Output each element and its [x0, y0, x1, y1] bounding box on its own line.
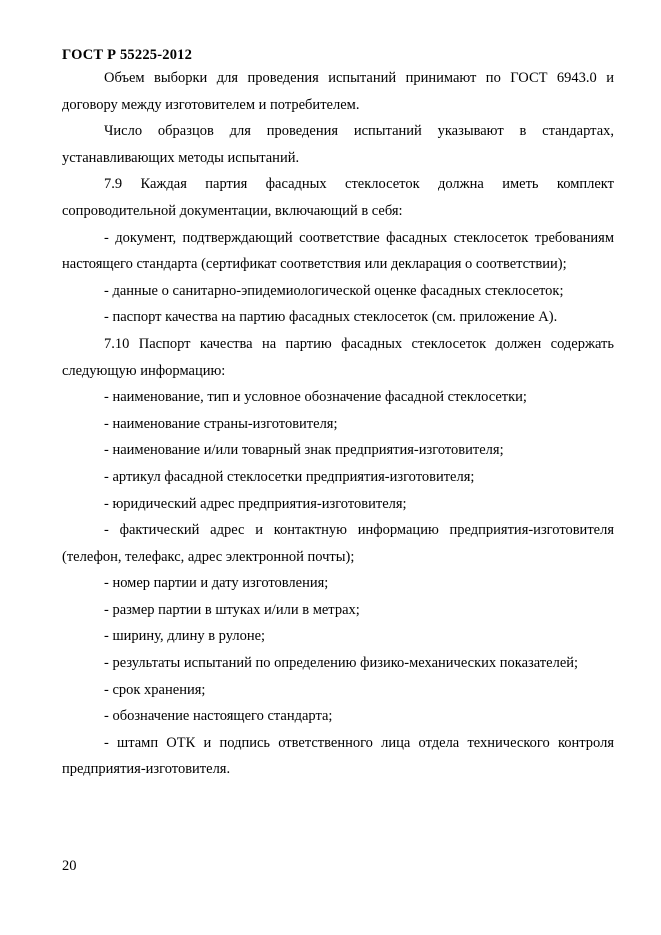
document-body	[62, 65, 614, 783]
list-item-quality-passport: - паспорт качества на партию фасадных стеклосеток (см. приложение А).	[104, 309, 558, 326]
list-item-batch-number: - номер партии и дату изготовления;	[104, 575, 329, 592]
paragraph-sample-count: Число образцов для проведения испытаний указывают в стандартах, устанавливающих методы испытаний.	[62, 123, 614, 166]
list-item-actual-address: - фактический адрес и контактную информацию предприятия-изготовителя (телефон, телефакс, адрес электронной почты);	[62, 522, 614, 565]
list-item-conformity-document: - документ, подтверждающий соответствие фасадных стеклосеток требованиям настоящего стандарта (сертификат соответствия или декларация о соответствии);	[62, 229, 614, 273]
list-item-standard-designation: - обозначение настоящего стандарта;	[104, 708, 333, 725]
paragraph-sample-size: Объем выборки для проведения испытаний принимают по ГОСТ 6943.0 и договору между изготовителем и потребителем.	[62, 70, 614, 113]
page-number: 20	[62, 858, 77, 874]
document-header: ГОСТ Р 55225-2012	[62, 47, 193, 63]
list-item-stamp-signature: - штамп ОТК и подпись ответственного лица отдела технического контроля предприятия-изготовителя.	[62, 734, 614, 778]
list-item-trademark: - наименование и/или товарный знак предприятия-изготовителя;	[104, 442, 504, 459]
list-item-roll-dimensions: - ширину, длину в рулоне;	[104, 628, 266, 645]
list-item-batch-size: - размер партии в штуках и/или в метрах;	[104, 601, 360, 618]
paragraph-clause-7-10: 7.10 Паспорт качества на партию фасадных стеклосеток должен содержать следующую информацию:	[62, 335, 614, 379]
list-item-article: - артикул фасадной стеклосетки предприятия-изготовителя;	[104, 468, 475, 485]
list-item-name-type: - наименование, тип и условное обозначение фасадной стеклосетки;	[104, 389, 527, 406]
list-item-test-results: - результаты испытаний по определению физико-механических показателей;	[104, 655, 579, 672]
list-item-country: - наименование страны-изготовителя;	[104, 415, 338, 432]
paragraph-clause-7-9: 7.9 Каждая партия фасадных стеклосеток должна иметь комплект сопроводительной документации, включающий в себя:	[62, 176, 614, 219]
list-item-sanitary-data: - данные о санитарно-эпидемиологической оценке фасадных стеклосеток;	[104, 282, 564, 299]
list-item-shelf-life: - срок хранения;	[104, 681, 206, 698]
list-item-legal-address: - юридический адрес предприятия-изготовителя;	[104, 495, 407, 512]
